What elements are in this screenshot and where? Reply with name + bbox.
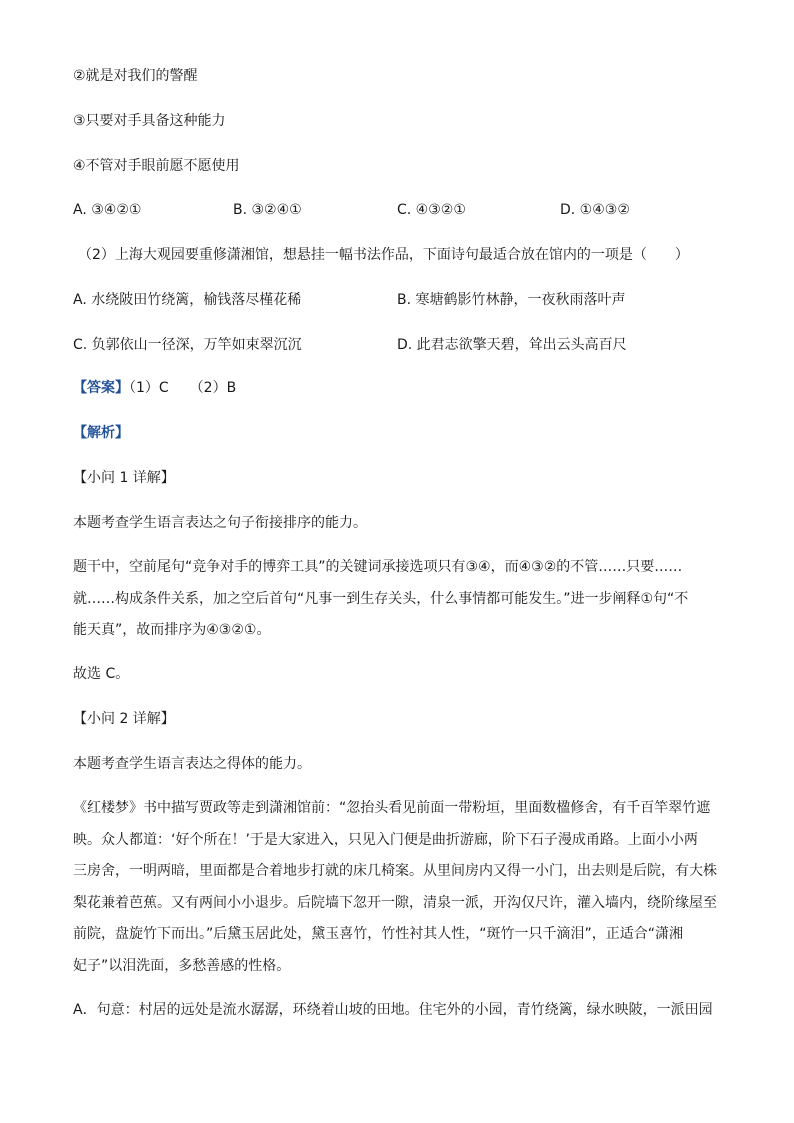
answer-tag: 【答案】 — [73, 380, 129, 396]
sub2-option-a-analysis: A．句意：村居的远处是流水潺潺，环绕着山坡的田地。住宅外的小园，青竹绕篱，绿水映陂，一派田园 — [73, 1002, 713, 1018]
statement-3: ③只要对手具备这种能力 — [73, 113, 226, 129]
sub2-heading: 【小问 2 详解】 — [73, 711, 175, 727]
sub1-para-line: 题干中，空前尾句“竞争对手的博弈工具”的关键词承接选项只有③④，而④③②的不管……只要…… — [73, 559, 683, 575]
q1-option-a: A. ③④②① — [73, 202, 142, 218]
q2-option-b: B. 寒塘鹤影竹林静，一夜秋雨落叶声 — [397, 292, 626, 308]
statement-4: ④不管对手眼前愿不愿使用 — [73, 158, 240, 174]
q2-option-d: D. 此君志欲擎天碧，耸出云头高百尺 — [397, 337, 627, 353]
q1-option-c: C. ④③②① — [397, 202, 466, 218]
q2-option-c: C. 负郭依山一径深，万竿如束翠沉沉 — [73, 337, 302, 353]
sub1-para-line: 能天真”，故而排序为④③②①。 — [73, 622, 271, 638]
answer-line — [73, 378, 236, 398]
q1-option-b: B. ③②④① — [233, 202, 302, 218]
q2-prompt: （2）上海大观园要重修潇湘馆，想悬挂一幅书法作品，下面诗句最适合放在馆内的一项是（ ） — [78, 247, 689, 263]
q2-option-a: A. 水绕陂田竹绕篱，榆钱落尽槿花稀 — [73, 292, 302, 308]
sub2-para-line: 三房舍，一明两暗，里面都是合着地步打就的床几椅案。从里间房内又得一小门，出去则是后院，有大株 — [73, 863, 717, 879]
sub2-para-line: 《红楼梦》书中描写贾政等走到潇湘馆前：“忽抬头看见前面一带粉垣，里面数楹修舍，有千百竿翠竹遮 — [73, 800, 711, 816]
sub2-para-line: 映。众人都道：‘好个所在！’于是大家进入，只见入门便是曲折游廊，阶下石子漫成甬路。上面小小两 — [73, 832, 698, 848]
sub1-heading: 【小问 1 详解】 — [73, 470, 175, 486]
sub2-intro: 本题考查学生语言表达之得体的能力。 — [73, 756, 311, 772]
sub1-para-line: 就……构成条件关系，加之空后首句“凡事一到生存关头，什么事情都可能发生。”进一步阐释①句“不 — [73, 591, 689, 607]
analysis-tag: 【解析】 — [73, 425, 129, 441]
sub2-para-line: 妃子”以泪洗面，多愁善感的性格。 — [73, 958, 291, 974]
statement-2: ②就是对我们的警醒 — [73, 68, 198, 84]
sub2-para-line: 前院，盘旋竹下而出。”后黛玉居此处，黛玉喜竹，竹性衬其人性，“斑竹一只千滴泪”，正适合“潇湘 — [73, 926, 684, 942]
answer-value: （1）C （2）B — [129, 380, 237, 396]
q1-option-d: D. ①④③② — [560, 202, 630, 218]
sub2-para-line: 梨花兼着芭蕉。又有两间小小退步。后院墙下忽开一隙，清泉一派，开沟仅尺许，灌入墙内，绕阶缘屋至 — [73, 895, 717, 911]
sub1-intro: 本题考查学生语言表达之句子衔接排序的能力。 — [73, 515, 367, 531]
sub1-conclusion: 故选 C。 — [73, 666, 130, 682]
